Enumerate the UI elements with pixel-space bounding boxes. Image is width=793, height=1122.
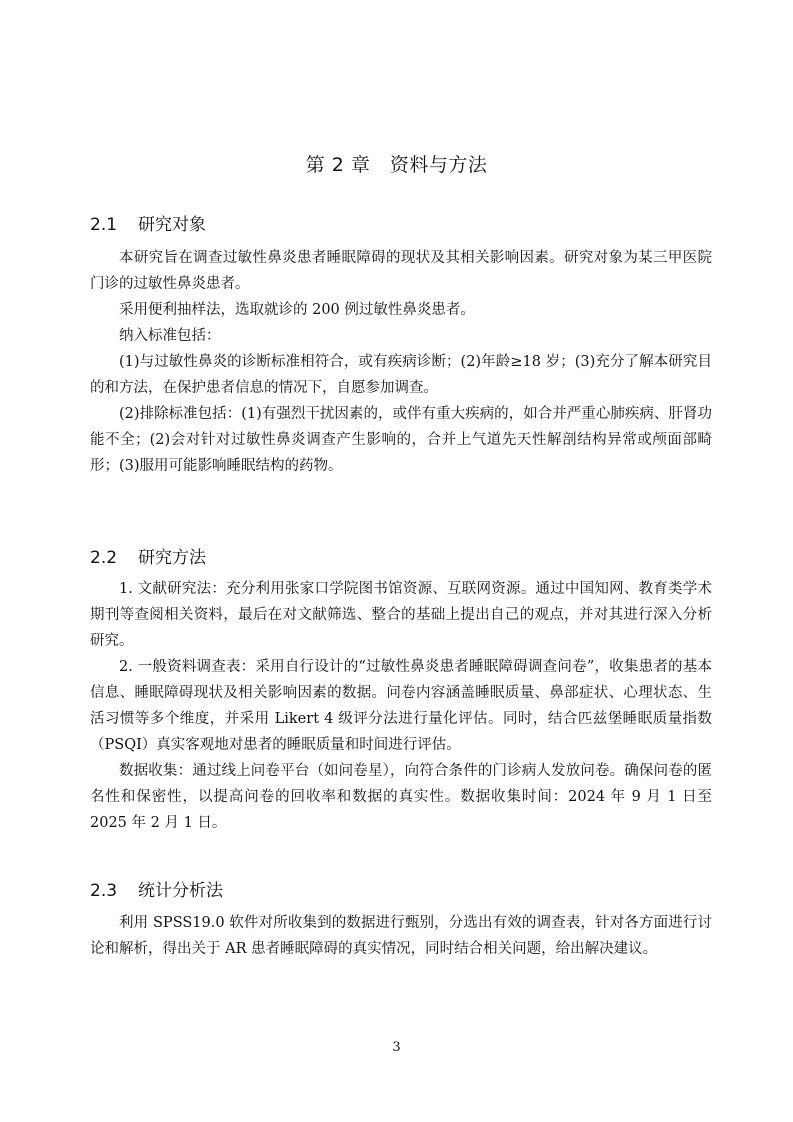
page-number: 3 bbox=[392, 1040, 401, 1055]
section-number: 2.2 bbox=[90, 548, 118, 568]
paragraph: 本研究旨在调查过敏性鼻炎患者睡眠障碍的现状及其相关影响因素。研究对象为某三甲医院门诊的过敏性鼻炎患者。 bbox=[90, 250, 712, 292]
paragraph: (2)排除标准包括：(1)有强烈干扰因素的，或伴有重大疾病的，如合并严重心肺疾病、肝肾功能不全；(2)会对针对过敏性鼻炎调查产生影响的，合并上气道先天性解剖结构异常或颅面部畸形；(3)服用可能影响睡眠结构的药物。 bbox=[90, 406, 712, 474]
section-heading-2-3 bbox=[90, 876, 223, 901]
section-title: 统计分析法 bbox=[138, 881, 223, 901]
paragraph: 1. 文献研究法：充分利用张家口学院图书馆资源、互联网资源。通过中国知网、教育类学术期刊等查阅相关资料，最后在对文献筛选、整合的基础上提出自己的观点，并对其进行深入分析研究。 bbox=[90, 581, 712, 649]
section-title: 研究方法 bbox=[138, 548, 206, 568]
paragraph: 数据收集：通过线上问卷平台（如问卷星），向符合条件的门诊病人发放问卷。确保问卷的匿名性和保密性，以提高问卷的回收率和数据的真实性。数据收集时间：2024 年 9 月 1 日至 2025 年 2 月 1 日。 bbox=[90, 763, 712, 831]
paragraph: (1)与过敏性鼻炎的诊断标准相符合，或有疾病诊断；(2)年龄≥18 岁；(3)充分了解本研究目的和方法，在保护患者信息的情况下，自愿参加调查。 bbox=[90, 354, 712, 396]
chapter-title: 第 2 章 资料与方法 bbox=[305, 154, 488, 176]
section-number: 2.3 bbox=[90, 881, 118, 901]
paragraph: 利用 SPSS19.0 软件对所收集到的数据进行甄别，分选出有效的调查表，针对各方面进行讨论和解析，得出关于 AR 患者睡眠障碍的真实情况，同时结合相关问题，给出解决建议。 bbox=[90, 915, 712, 957]
section-number: 2.1 bbox=[90, 215, 118, 235]
paragraph: 采用便利抽样法，选取就诊的 200 例过敏性鼻炎患者。 bbox=[119, 302, 475, 318]
section-heading-2-1 bbox=[90, 210, 206, 235]
paragraph: 2. 一般资料调查表：采用自行设计的“过敏性鼻炎患者睡眠障碍调查问卷”，收集患者的基本信息、睡眠障碍现状及相关影响因素的数据。问卷内容涵盖睡眠质量、鼻部症状、心理状态、生活习惯等多个维度，并采用 Likert 4 级评分法进行量化评估。同时，结合匹兹堡睡眠质量指数（PSQI）真实客观地对患者的睡眠质量和时间进行评估。 bbox=[90, 659, 712, 753]
section-title: 研究对象 bbox=[138, 215, 206, 235]
paragraph: 纳入标准包括： bbox=[119, 328, 221, 344]
section-heading-2-2 bbox=[90, 543, 206, 568]
